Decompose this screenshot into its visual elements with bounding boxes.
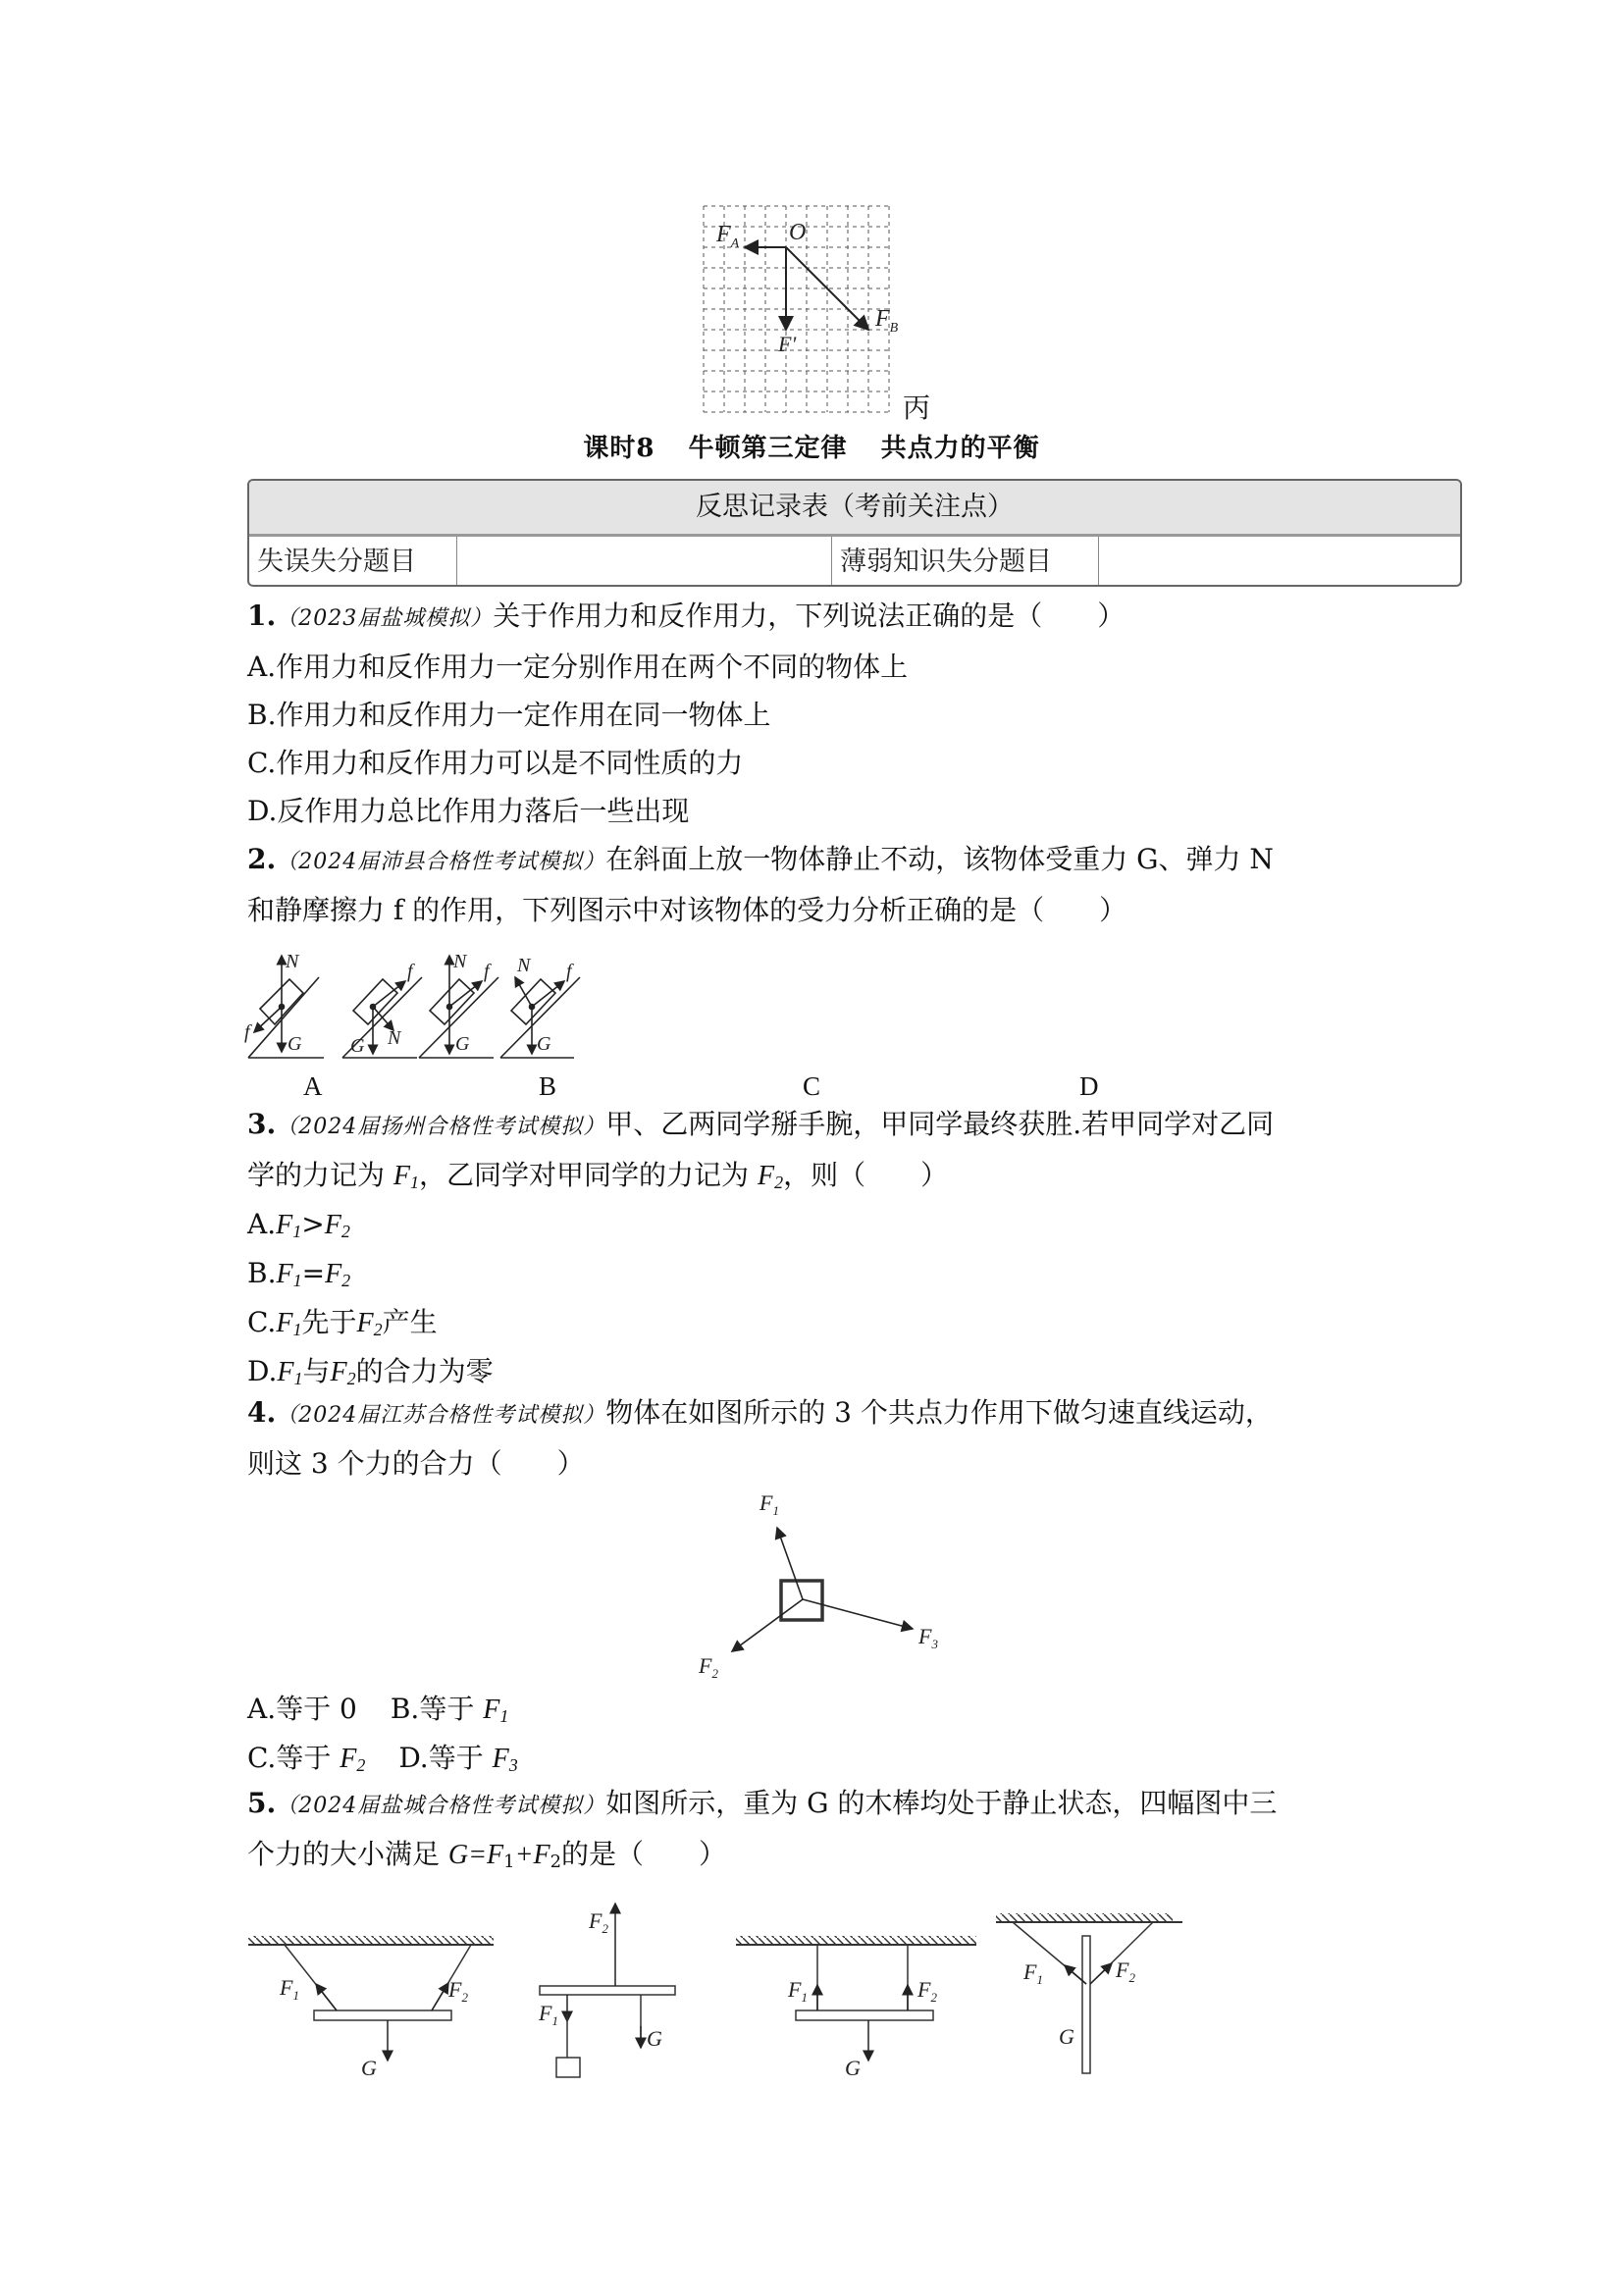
question-3 xyxy=(247,1105,1274,1392)
question-4-options xyxy=(247,1690,518,1779)
question-5-stem-line2: 个力的大小满足 $G=F_1+F_2$的是（ ） xyxy=(247,1838,727,1872)
label-f2: $F_2$ xyxy=(699,1653,718,1681)
svg-text:G: G xyxy=(1059,2024,1074,2049)
question-3-stem-line1 xyxy=(247,1105,1274,1147)
diagram-c-label-f: f xyxy=(484,961,490,982)
question-5-stem-line1 xyxy=(247,1784,1277,1826)
stem-text: ，乙同学对甲同学的力记为 xyxy=(419,1159,750,1191)
option-label-d[interactable]: D xyxy=(1079,1071,1099,1101)
rod-figure-3 xyxy=(736,1936,976,2080)
diagram-b-label-n: N xyxy=(388,1027,401,1049)
question-2-stem-line2: 和静摩擦力 f 的作用，下列图示中对该物体的受力分析正确的是（ ） xyxy=(247,894,1127,926)
mistake-questions-label: 失误失分题目 xyxy=(249,537,457,587)
option-a[interactable]: A.作用力和反作用力一定分别作用在两个不同的物体上 xyxy=(247,651,909,683)
question-3-stem-line2 xyxy=(247,1156,1274,1196)
diagram-b-label-f: f xyxy=(407,961,413,982)
section-title xyxy=(0,428,1623,464)
three-forces-figure xyxy=(677,1487,952,1683)
svg-text:F2: $F_2$ xyxy=(448,1977,468,2005)
symbol-f1: $F_1$ xyxy=(393,1161,420,1192)
rod-figure-1 xyxy=(248,1936,494,2080)
question-1 xyxy=(247,597,1125,831)
question-4-stem-line2: 则这 3 个力的合力（ ） xyxy=(247,1447,585,1480)
option-label-c[interactable]: C xyxy=(803,1071,821,1101)
question-text: 甲、乙两同学掰手腕，甲同学最终获胜.若甲同学对乙同 xyxy=(605,1108,1275,1140)
diagram-a-label-g: G xyxy=(288,1033,302,1055)
three-forces-svg xyxy=(677,1487,952,1683)
option-c[interactable]: C.作用力和反作用力可以是不同性质的力 xyxy=(247,747,744,779)
label-f1: $F_1$ xyxy=(759,1490,779,1518)
lesson-topic-1: 牛顿第三定律 xyxy=(688,434,848,463)
rod-equilibrium-figures xyxy=(240,1899,1202,2105)
rod-figures-svg xyxy=(240,1899,1202,2105)
question-text: 物体在如图所示的 3 个共点力作用下做匀速直线运动， xyxy=(605,1396,1273,1429)
diagram-b-label-g: G xyxy=(350,1035,365,1057)
question-source: （2024届盐城合格性考试模拟） xyxy=(276,1794,606,1818)
options-row-2 xyxy=(247,1739,518,1779)
question-5 xyxy=(247,1784,1277,1875)
option-d[interactable]: D.等于 $F_3$ xyxy=(398,1742,518,1775)
mistake-questions-field[interactable] xyxy=(457,537,832,587)
question-number: 4. xyxy=(247,1396,277,1429)
question-source: （2023届盐城模拟） xyxy=(276,606,494,631)
svg-text:F1: $F_1$ xyxy=(280,1975,299,2003)
force-f3-arrow xyxy=(803,1599,913,1629)
lesson-topic-2: 共点力的平衡 xyxy=(880,434,1040,463)
weak-knowledge-label: 薄弱知识失分题目 xyxy=(832,537,1099,587)
option-a[interactable]: $A.F_1>F_2$ xyxy=(247,1208,350,1241)
question-1-stem xyxy=(247,597,1125,639)
incline-force-diagrams xyxy=(240,942,908,1070)
lesson-number: 课时8 xyxy=(583,434,655,463)
question-4 xyxy=(247,1393,1273,1484)
svg-text:G: G xyxy=(647,2026,662,2051)
option-c[interactable]: C.等于 $F_2$ xyxy=(247,1742,366,1775)
svg-text:F1: $F_1$ xyxy=(1023,1959,1043,1987)
weak-knowledge-field[interactable] xyxy=(1099,537,1460,587)
question-2-stem-line1 xyxy=(247,840,1274,882)
label-fa: $F_A$ xyxy=(716,222,740,251)
force-grid-figure xyxy=(687,194,942,424)
rod-figure-2 xyxy=(538,1904,675,2077)
reflection-table xyxy=(247,479,1462,587)
reflection-table-header: 反思记录表（考前关注点） xyxy=(249,481,1460,537)
label-f-prime: F' xyxy=(778,332,797,356)
stem-text: 学的力记为 xyxy=(247,1159,386,1191)
option-label-b[interactable]: B xyxy=(539,1071,557,1101)
diagram-a-label-n: N xyxy=(286,951,299,972)
force-f2-arrow xyxy=(732,1599,803,1651)
option-c[interactable]: $C.F_1$先于$F_2$产生 xyxy=(247,1306,438,1339)
question-4-stem-line1 xyxy=(247,1393,1273,1435)
label-origin: O xyxy=(789,220,807,245)
reflection-table-row xyxy=(249,537,1460,587)
diagram-d-label-g: G xyxy=(537,1033,551,1055)
question-source: （2024届江苏合格性考试模拟） xyxy=(276,1403,606,1428)
option-b[interactable]: B.作用力和反作用力一定作用在同一物体上 xyxy=(247,699,771,731)
question-source: （2024届扬州合格性考试模拟） xyxy=(276,1115,606,1139)
option-d[interactable]: D.反作用力总比作用力落后一些出现 xyxy=(247,795,690,827)
option-label-a[interactable]: A xyxy=(303,1071,323,1101)
svg-text:F2: $F_2$ xyxy=(589,1908,608,1936)
svg-text:G: G xyxy=(845,2056,861,2080)
svg-text:F1: $F_1$ xyxy=(788,1977,808,2005)
diagram-a-label-f: f xyxy=(244,1021,250,1043)
label-fb: $F_B$ xyxy=(875,306,899,336)
diagram-d-label-n: N xyxy=(517,955,531,976)
question-text: 在斜面上放一物体静止不动，该物体受重力 G、弹力 N xyxy=(605,843,1274,875)
rod-figure-4 xyxy=(996,1913,1182,2073)
label-f3: $F_3$ xyxy=(918,1624,938,1651)
question-number: 3. xyxy=(247,1108,277,1140)
stem-text: ，则（ ） xyxy=(783,1159,949,1191)
option-d[interactable]: $D.F_1$与$F_2$的合力为零 xyxy=(247,1355,494,1388)
question-number: 5. xyxy=(247,1787,277,1819)
incline-diagrams-svg xyxy=(240,942,908,1070)
option-b[interactable]: B.等于 $F_1$ xyxy=(390,1693,509,1726)
diagram-c-label-g: G xyxy=(455,1033,470,1055)
question-number: 2. xyxy=(247,843,277,875)
question-2 xyxy=(247,840,1274,930)
figure-caption: 丙 xyxy=(903,391,931,424)
svg-text:G: G xyxy=(361,2056,377,2080)
option-a[interactable]: A.等于 0 xyxy=(247,1693,357,1725)
options-row-1 xyxy=(247,1690,518,1730)
diagram-c-label-n: N xyxy=(453,951,467,972)
question-text: 关于作用力和反作用力，下列说法正确的是（ ） xyxy=(493,600,1126,632)
svg-text:F2: $F_2$ xyxy=(1116,1957,1135,1985)
svg-text:F2: $F_2$ xyxy=(917,1977,937,2005)
symbol-f2: $F_2$ xyxy=(757,1161,784,1192)
diagram-d-label-f: f xyxy=(566,961,572,982)
option-b[interactable]: $B.F_1=F_2$ xyxy=(247,1257,351,1290)
question-source: （2024届沛县合格性考试模拟） xyxy=(276,850,606,874)
svg-text:F1: $F_1$ xyxy=(539,2001,558,2028)
question-text: 如图所示，重为 G 的木棒均处于静止状态，四幅图中三 xyxy=(605,1787,1278,1819)
question-number: 1. xyxy=(247,600,277,632)
